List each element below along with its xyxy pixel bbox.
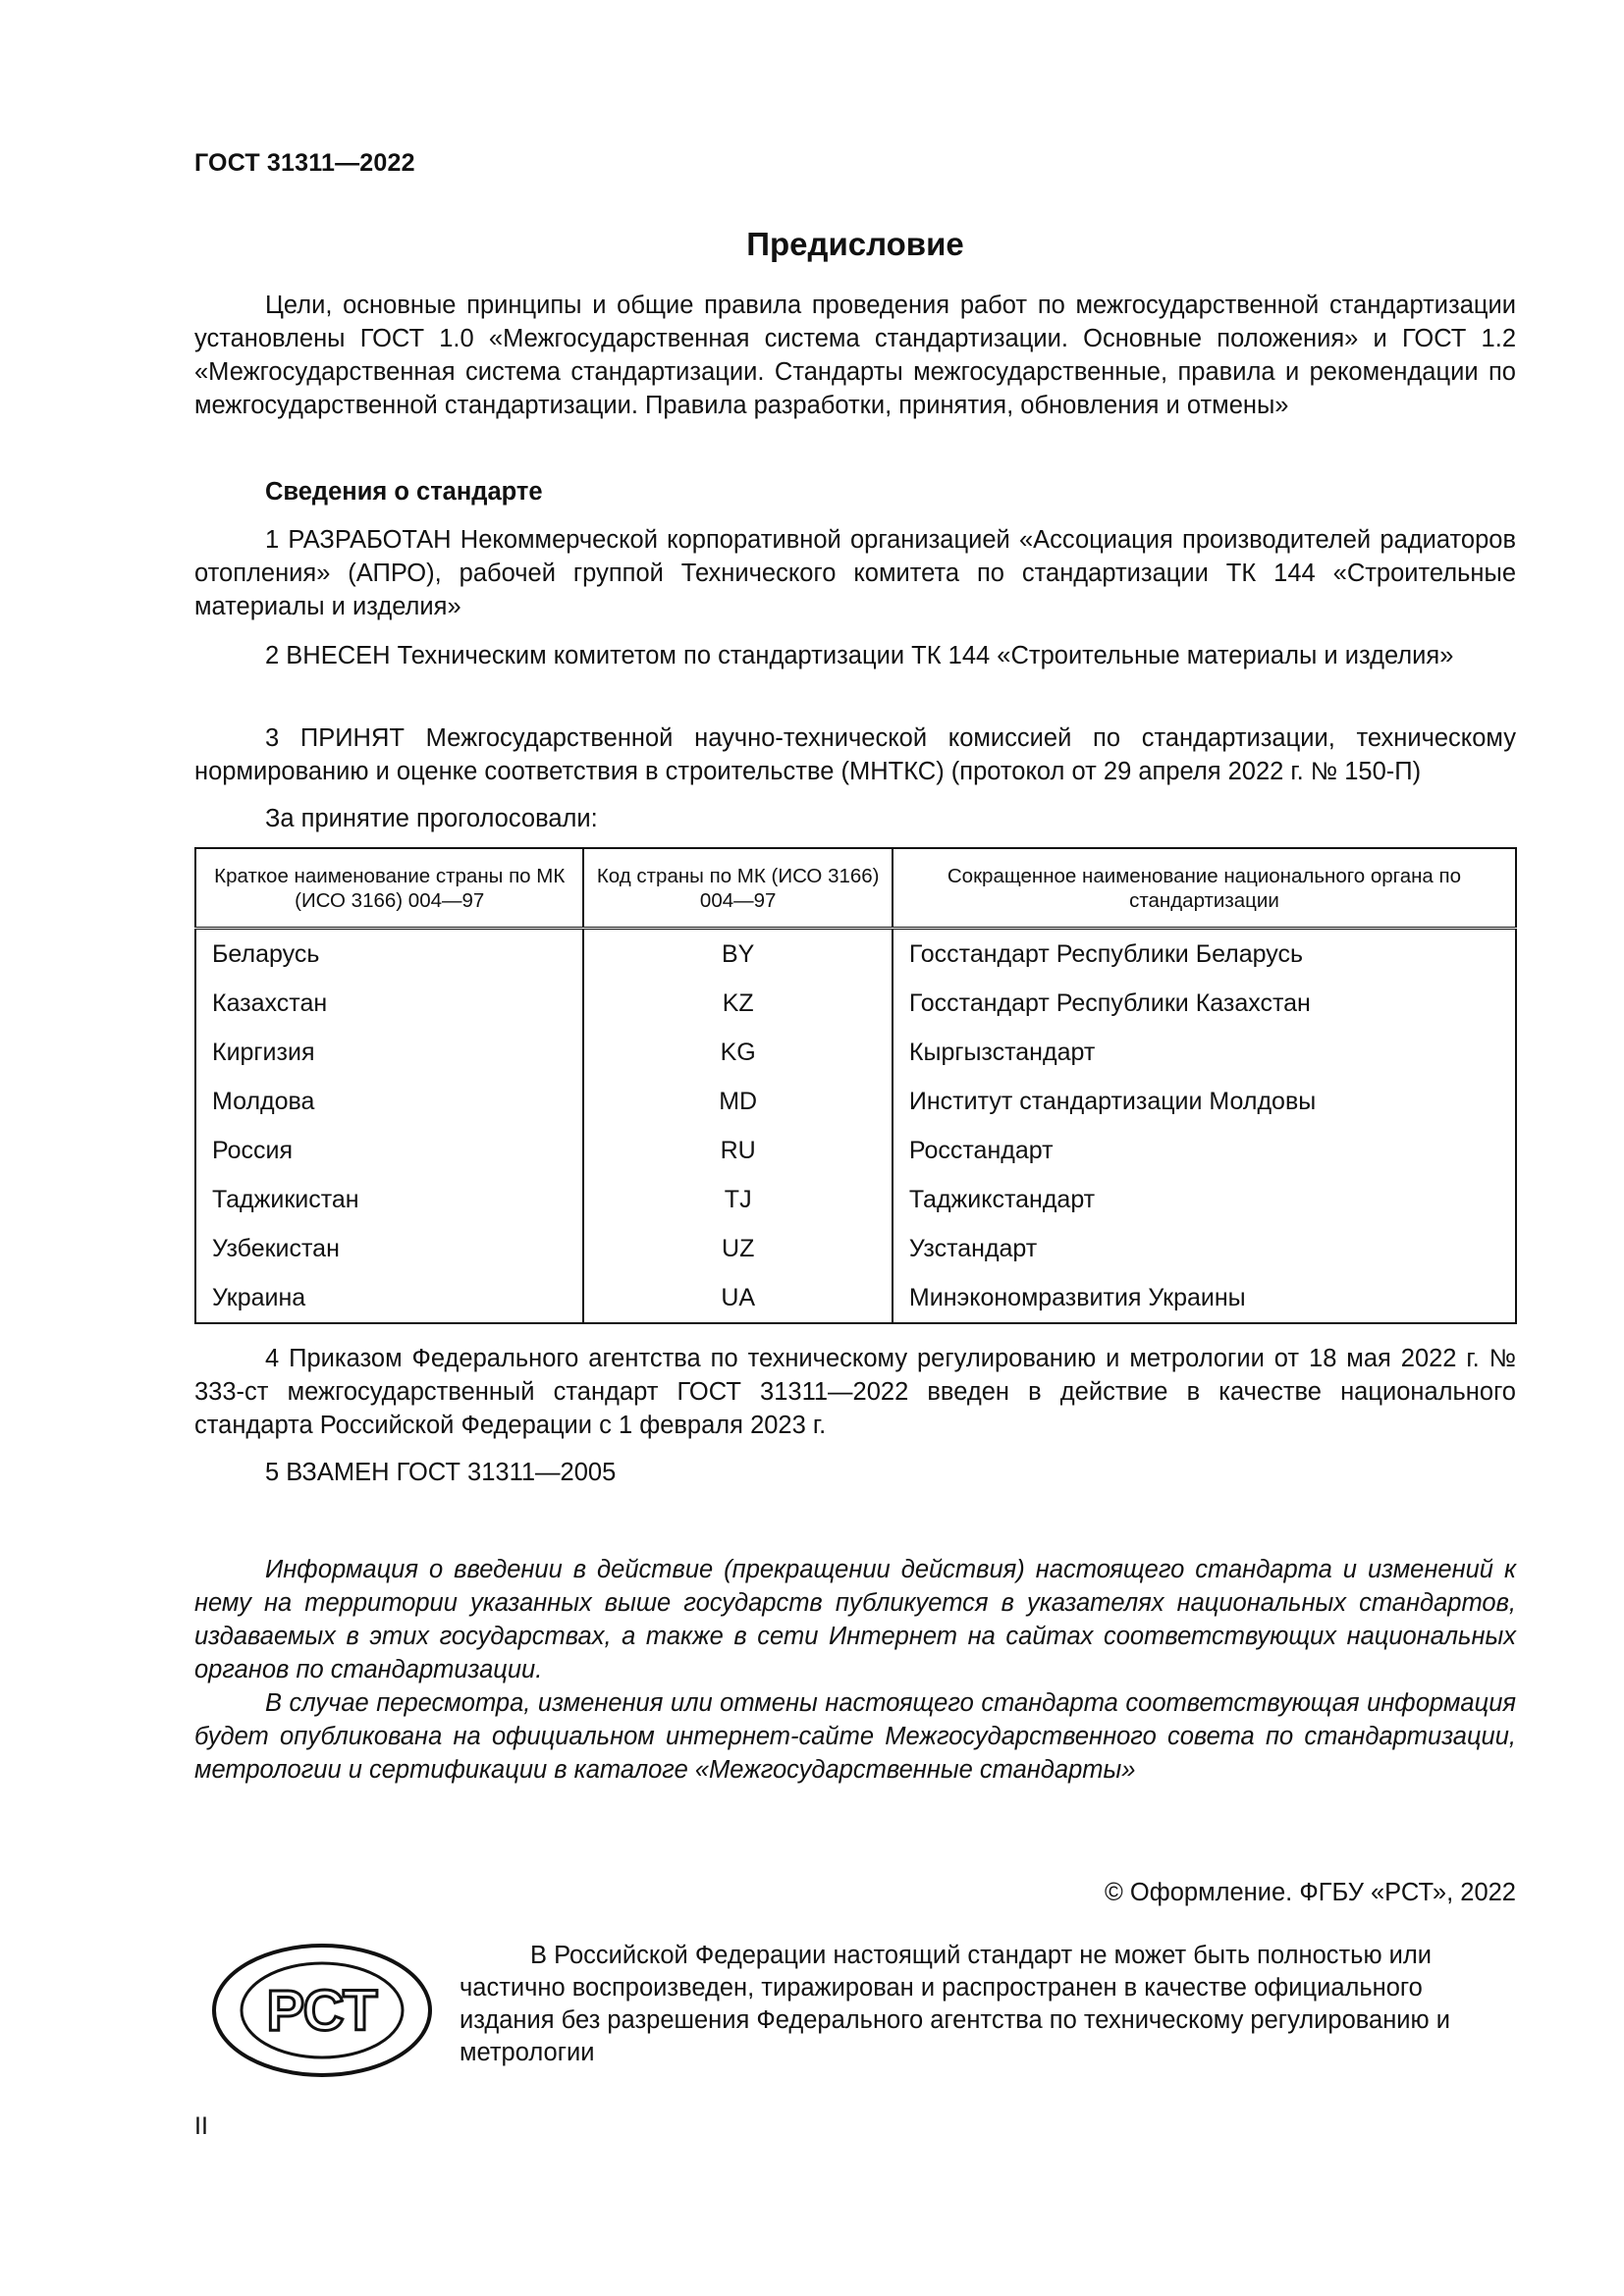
info-item-3: 3 ПРИНЯТ Межгосударственной научно-технической комиссией по стандартизации, техническому нормированию и оценке соответствия в строительстве (МНТКС) (протокол от 29 апреля 2022 г. № 150-П) bbox=[194, 724, 1516, 785]
intro-paragraph: Цели, основные принципы и общие правила проведения работ по межгосударственной стандартизации установлены ГОСТ 1.0 «Межгосударственная система стандартизации. Основные положения» и ГОСТ 1.2 «Межгосударственная система стандартизации. Стандарты межгосударственные, правила и рекомендации по межгосударственной стандартизации. Правила разработки, принятия, обновления и отмены» bbox=[194, 292, 1516, 419]
table-header-row bbox=[195, 848, 1516, 929]
document-header-id: ГОСТ 31311—2022 bbox=[194, 149, 415, 177]
country-name: Казахстан bbox=[212, 988, 328, 1017]
rst-logo-text: РСТ bbox=[266, 1979, 378, 2043]
table-row bbox=[195, 929, 1516, 980]
section-heading: Сведения о стандарте bbox=[265, 478, 543, 506]
standards-body: Госстандарт Республики Казахстан bbox=[893, 979, 1516, 1028]
info-item-1: 1 РАЗРАБОТАН Некоммерческой корпоративной организацией «Ассоциация производителей радиаторов отопления» (АПРО), рабочей группой Технического комитета по стандартизации ТК 144 «Строительные материалы и изделия» bbox=[194, 526, 1516, 620]
standards-body: Минэкономразвития Украины bbox=[893, 1273, 1516, 1323]
table-header-code: Код страны по МК (ИСО 3166) 004—97 bbox=[583, 848, 892, 929]
info-item-4: 4 Приказом Федерального агентства по техническому регулированию и метрологии от 18 мая 2022 г. № 333-ст межгосударственный стандарт ГОСТ 31311—2022 введен в действие в качестве национального стандарта Российской Федерации с 1 февраля 2023 г. bbox=[194, 1345, 1516, 1439]
standards-body: Таджикстандарт bbox=[893, 1175, 1516, 1224]
info-item-5: 5 ВЗАМЕН ГОСТ 31311—2005 bbox=[265, 1459, 617, 1486]
country-code: KG bbox=[583, 1028, 892, 1077]
country-name: Таджикистан bbox=[212, 1185, 359, 1213]
country-code: BY bbox=[583, 929, 892, 980]
table-row bbox=[195, 1028, 1516, 1077]
standards-body: Институт стандартизации Молдовы bbox=[893, 1077, 1516, 1126]
table-row bbox=[195, 1077, 1516, 1126]
country-code: UA bbox=[583, 1273, 892, 1323]
table-row bbox=[195, 1273, 1516, 1323]
table-header-country: Краткое наименование страны по МК (ИСО 3166) 004—97 bbox=[195, 848, 583, 929]
country-name: Молдова bbox=[212, 1087, 315, 1115]
country-code: TJ bbox=[583, 1175, 892, 1224]
notes-paragraph-2: В случае пересмотра, изменения или отмены настоящего стандарта соответствующая информация будет опубликована на официальном интернет-сайте Межгосударственного совета по стандартизации, метрологии и сертификации в каталоге «Межгосударственные стандарты» bbox=[194, 1689, 1516, 1784]
table-row bbox=[195, 1175, 1516, 1224]
voted-label: За принятие проголосовали: bbox=[265, 805, 598, 832]
info-item-2: 2 ВНЕСЕН Техническим комитетом по стандартизации ТК 144 «Строительные материалы и изделия» bbox=[265, 642, 1454, 669]
country-name: Киргизия bbox=[212, 1038, 315, 1066]
table-row bbox=[195, 1224, 1516, 1273]
rst-logo bbox=[208, 1940, 436, 2081]
copyright-notice: В Российской Федерации настоящий стандарт не может быть полностью или частично воспроизведен, тиражирован и распространен в качестве официального издания без разрешения Федерального агентства по техническому регулированию и метрологии bbox=[460, 1942, 1450, 2066]
country-code: KZ bbox=[583, 979, 892, 1028]
country-code: MD bbox=[583, 1077, 892, 1126]
page-title: Предисловие bbox=[746, 226, 964, 262]
standards-body: Росстандарт bbox=[893, 1126, 1516, 1175]
table-row bbox=[195, 1126, 1516, 1175]
country-name: Узбекистан bbox=[212, 1234, 340, 1262]
notes-paragraph-1: Информация о введении в действие (прекращении действия) настоящего стандарта и изменений к нему на территории указанных выше государств публикуется в указателях национальных стандартов, издаваемых в этих государствах, а также в сети Интернет на сайтах соответствующих национальных органов по стандартизации. bbox=[194, 1556, 1516, 1683]
copyright-line: © Оформление. ФГБУ «РСТ», 2022 bbox=[1105, 1879, 1516, 1906]
country-code: RU bbox=[583, 1126, 892, 1175]
standards-body: Кыргызстандарт bbox=[893, 1028, 1516, 1077]
countries-table bbox=[194, 847, 1517, 1324]
page-number: II bbox=[194, 2112, 208, 2140]
country-code: UZ bbox=[583, 1224, 892, 1273]
standards-body: Госстандарт Республики Беларусь bbox=[893, 929, 1516, 980]
country-name: Беларусь bbox=[212, 939, 320, 968]
table-row bbox=[195, 979, 1516, 1028]
standards-body: Узстандарт bbox=[893, 1224, 1516, 1273]
country-name: Украина bbox=[212, 1283, 306, 1311]
table-header-body: Сокращенное наименование национального органа по стандартизации bbox=[893, 848, 1516, 929]
country-name: Россия bbox=[212, 1136, 293, 1164]
